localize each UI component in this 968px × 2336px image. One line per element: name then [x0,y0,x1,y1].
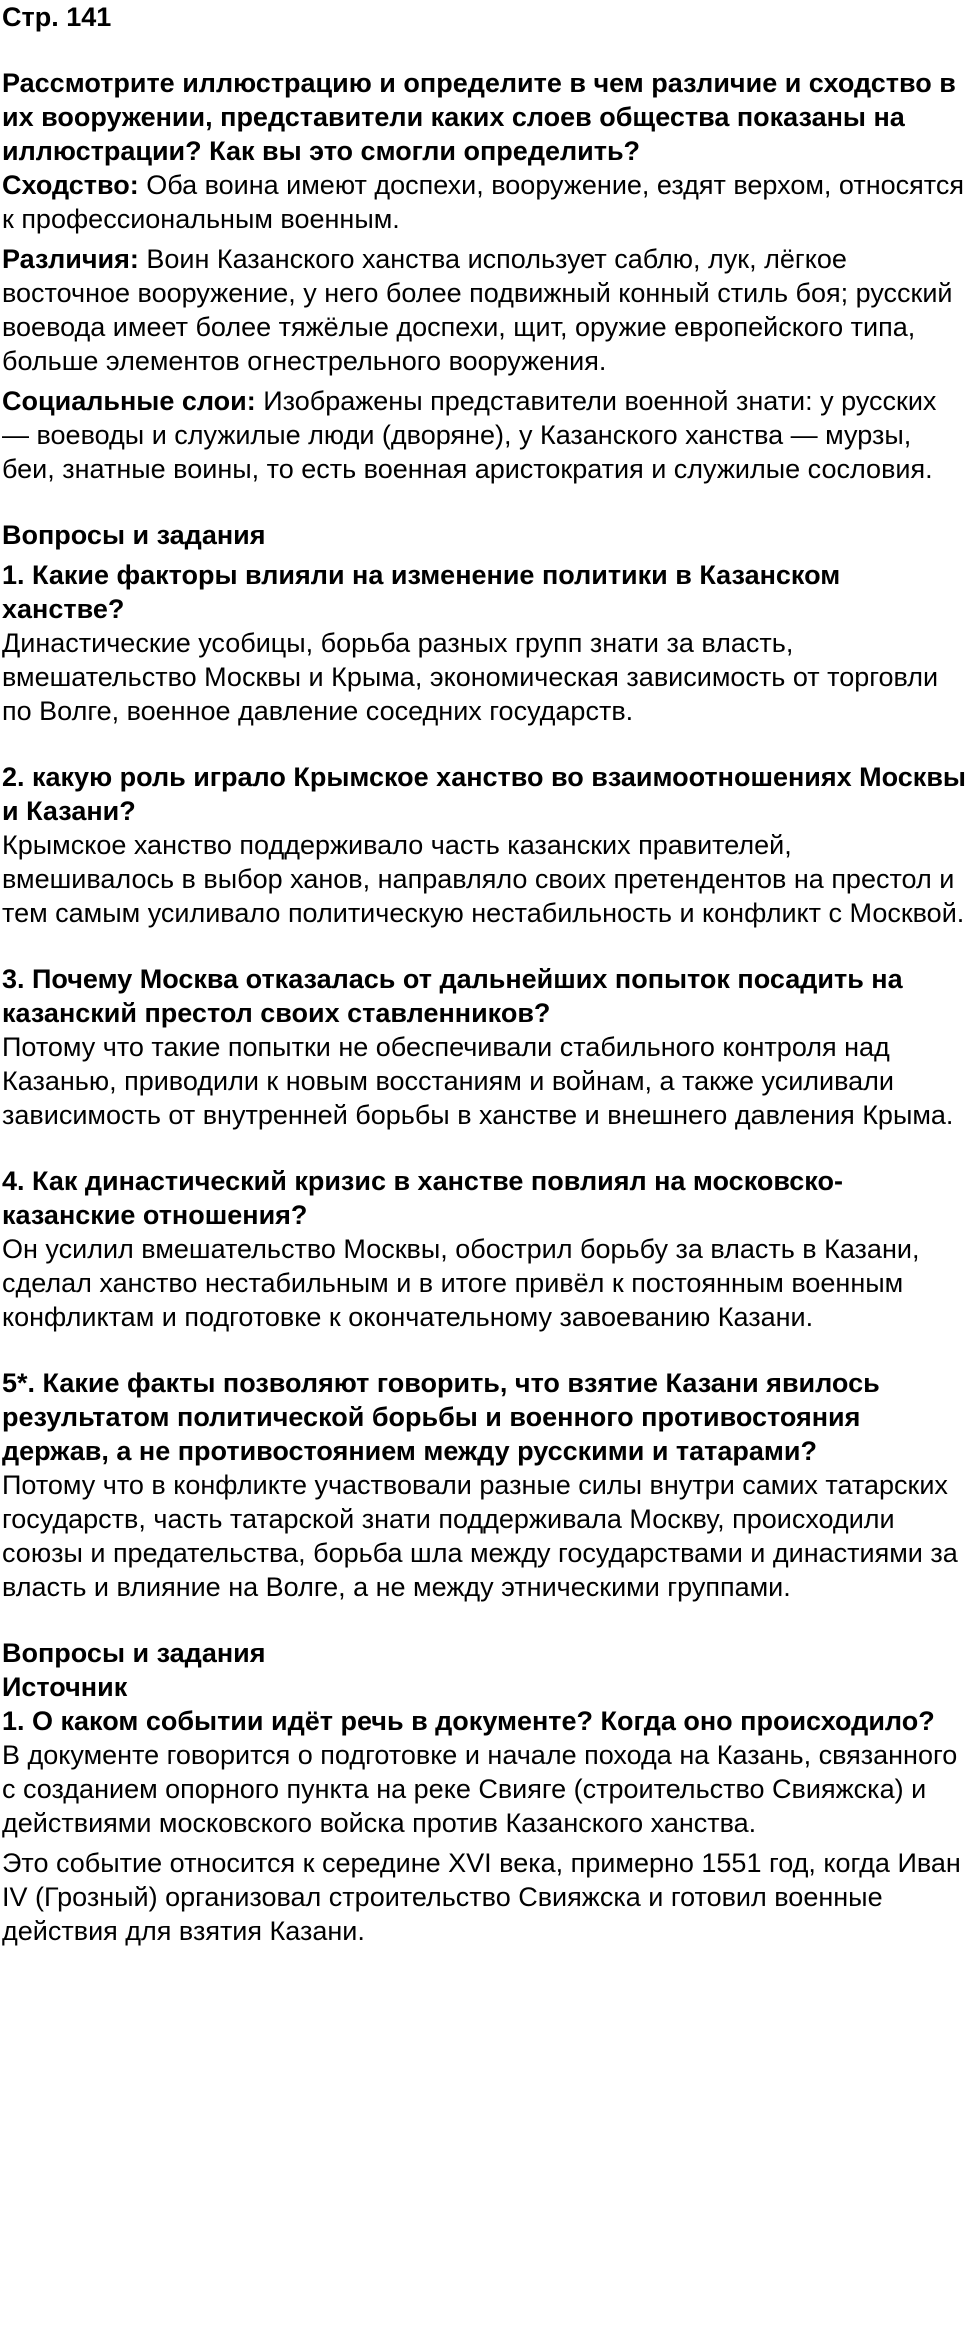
social-label: Социальные слои: [2,386,256,416]
q2-answer: Крымское ханство поддерживало часть казанских правителей, вмешивалось в выбор ханов, направляло своих претендентов на престол и тем самым усиливало политическую нестабильность и конфликт с Москвой. [2,830,965,928]
illustration-question: Рассмотрите иллюстрацию и определите в чем различие и сходство в их вооружении, представители каких слоев общества показаны на иллюстрации? Как вы это смогли определить? [2,68,956,166]
difference-text: Воин Казанского ханства использует саблю, лук, лёгкое восточное вооружение, у него более подвижный конный стиль боя; русский воевода имеет более тяжёлые доспехи, щит, оружие европейского типа, больше элементов огнестрельного вооружения. [2,244,953,376]
similarity-paragraph [2,168,966,236]
q3-answer: Потому что такие попытки не обеспечивали стабильного контроля над Казанью, приводили к новым восстаниям и войнам, а также усиливали зависимость от внутренней борьбы в ханстве и внешнего давления Крыма. [2,1032,954,1130]
source-q1-question: 1. О каком событии идёт речь в документе? Когда оно происходило? [2,1706,935,1736]
q3-question: 3. Почему Москва отказалась от дальнейших попыток посадить на казанский престол своих ставленников? [2,964,903,1028]
q4-question: 4. Как династический кризис в ханстве повлиял на московско-казанские отношения? [2,1166,843,1230]
section2-subheading: Источник [2,1672,128,1702]
section1-heading: Вопросы и задания [2,520,266,550]
social-text: Изображены представители военной знати: у русских — воеводы и служилые люди (дворяне), у Казанского ханства — мурзы, беи, знатные воины, то есть военная аристократия и служилые сословия. [2,386,937,484]
q1-question: 1. Какие факторы влияли на изменение политики в Казанском ханстве? [2,560,841,624]
q1-answer: Династические усобицы, борьба разных групп знати за власть, вмешательство Москвы и Крыма, экономическая зависимость от торговли по Волге, военное давление соседних государств. [2,628,939,726]
social-paragraph [2,384,966,486]
similarity-text: Оба воина имеют доспехи, вооружение, ездят верхом, относятся к профессиональным военным. [2,170,964,234]
source-q1-answer-p1: В документе говорится о подготовке и начале похода на Казань, связанного с созданием опорного пункта на реке Свияге (строительство Свияжска) и действиями московского войска против Казанского ханства. [2,1740,958,1838]
source-q1-answer-p2: Это событие относится к середине XVI века, примерно 1551 год, когда Иван IV (Грозный) организовал строительство Свияжска и готовил военные действия для взятия Казани. [2,1848,961,1946]
q4-answer: Он усилил вмешательство Москвы, обострил борьбу за власть в Казани, сделал ханство нестабильным и в итоге привёл к постоянным военным конфликтам и подготовке к окончательному завоеванию Казани. [2,1234,920,1332]
q2-question: 2. какую роль играло Крымское ханство во взаимоотношениях Москвы и Казани? [2,762,966,826]
difference-label: Различия: [2,244,139,274]
difference-paragraph [2,242,966,378]
similarity-label: Сходство: [2,170,139,200]
q5-question: 5*. Какие факты позволяют говорить, что взятие Казани явилось результатом политической борьбы и военного противостояния держав, а не противостоянием между русскими и татарами? [2,1368,880,1466]
page-number: Стр. 141 [2,2,112,32]
q5-answer: Потому что в конфликте участвовали разные силы внутри самих татарских государств, часть татарской знати поддерживала Москву, происходили союзы и предательства, борьба шла между государствами и династиями за власть и влияние на Волге, а не между этническими группами. [2,1470,958,1602]
section2-heading: Вопросы и задания [2,1638,266,1668]
